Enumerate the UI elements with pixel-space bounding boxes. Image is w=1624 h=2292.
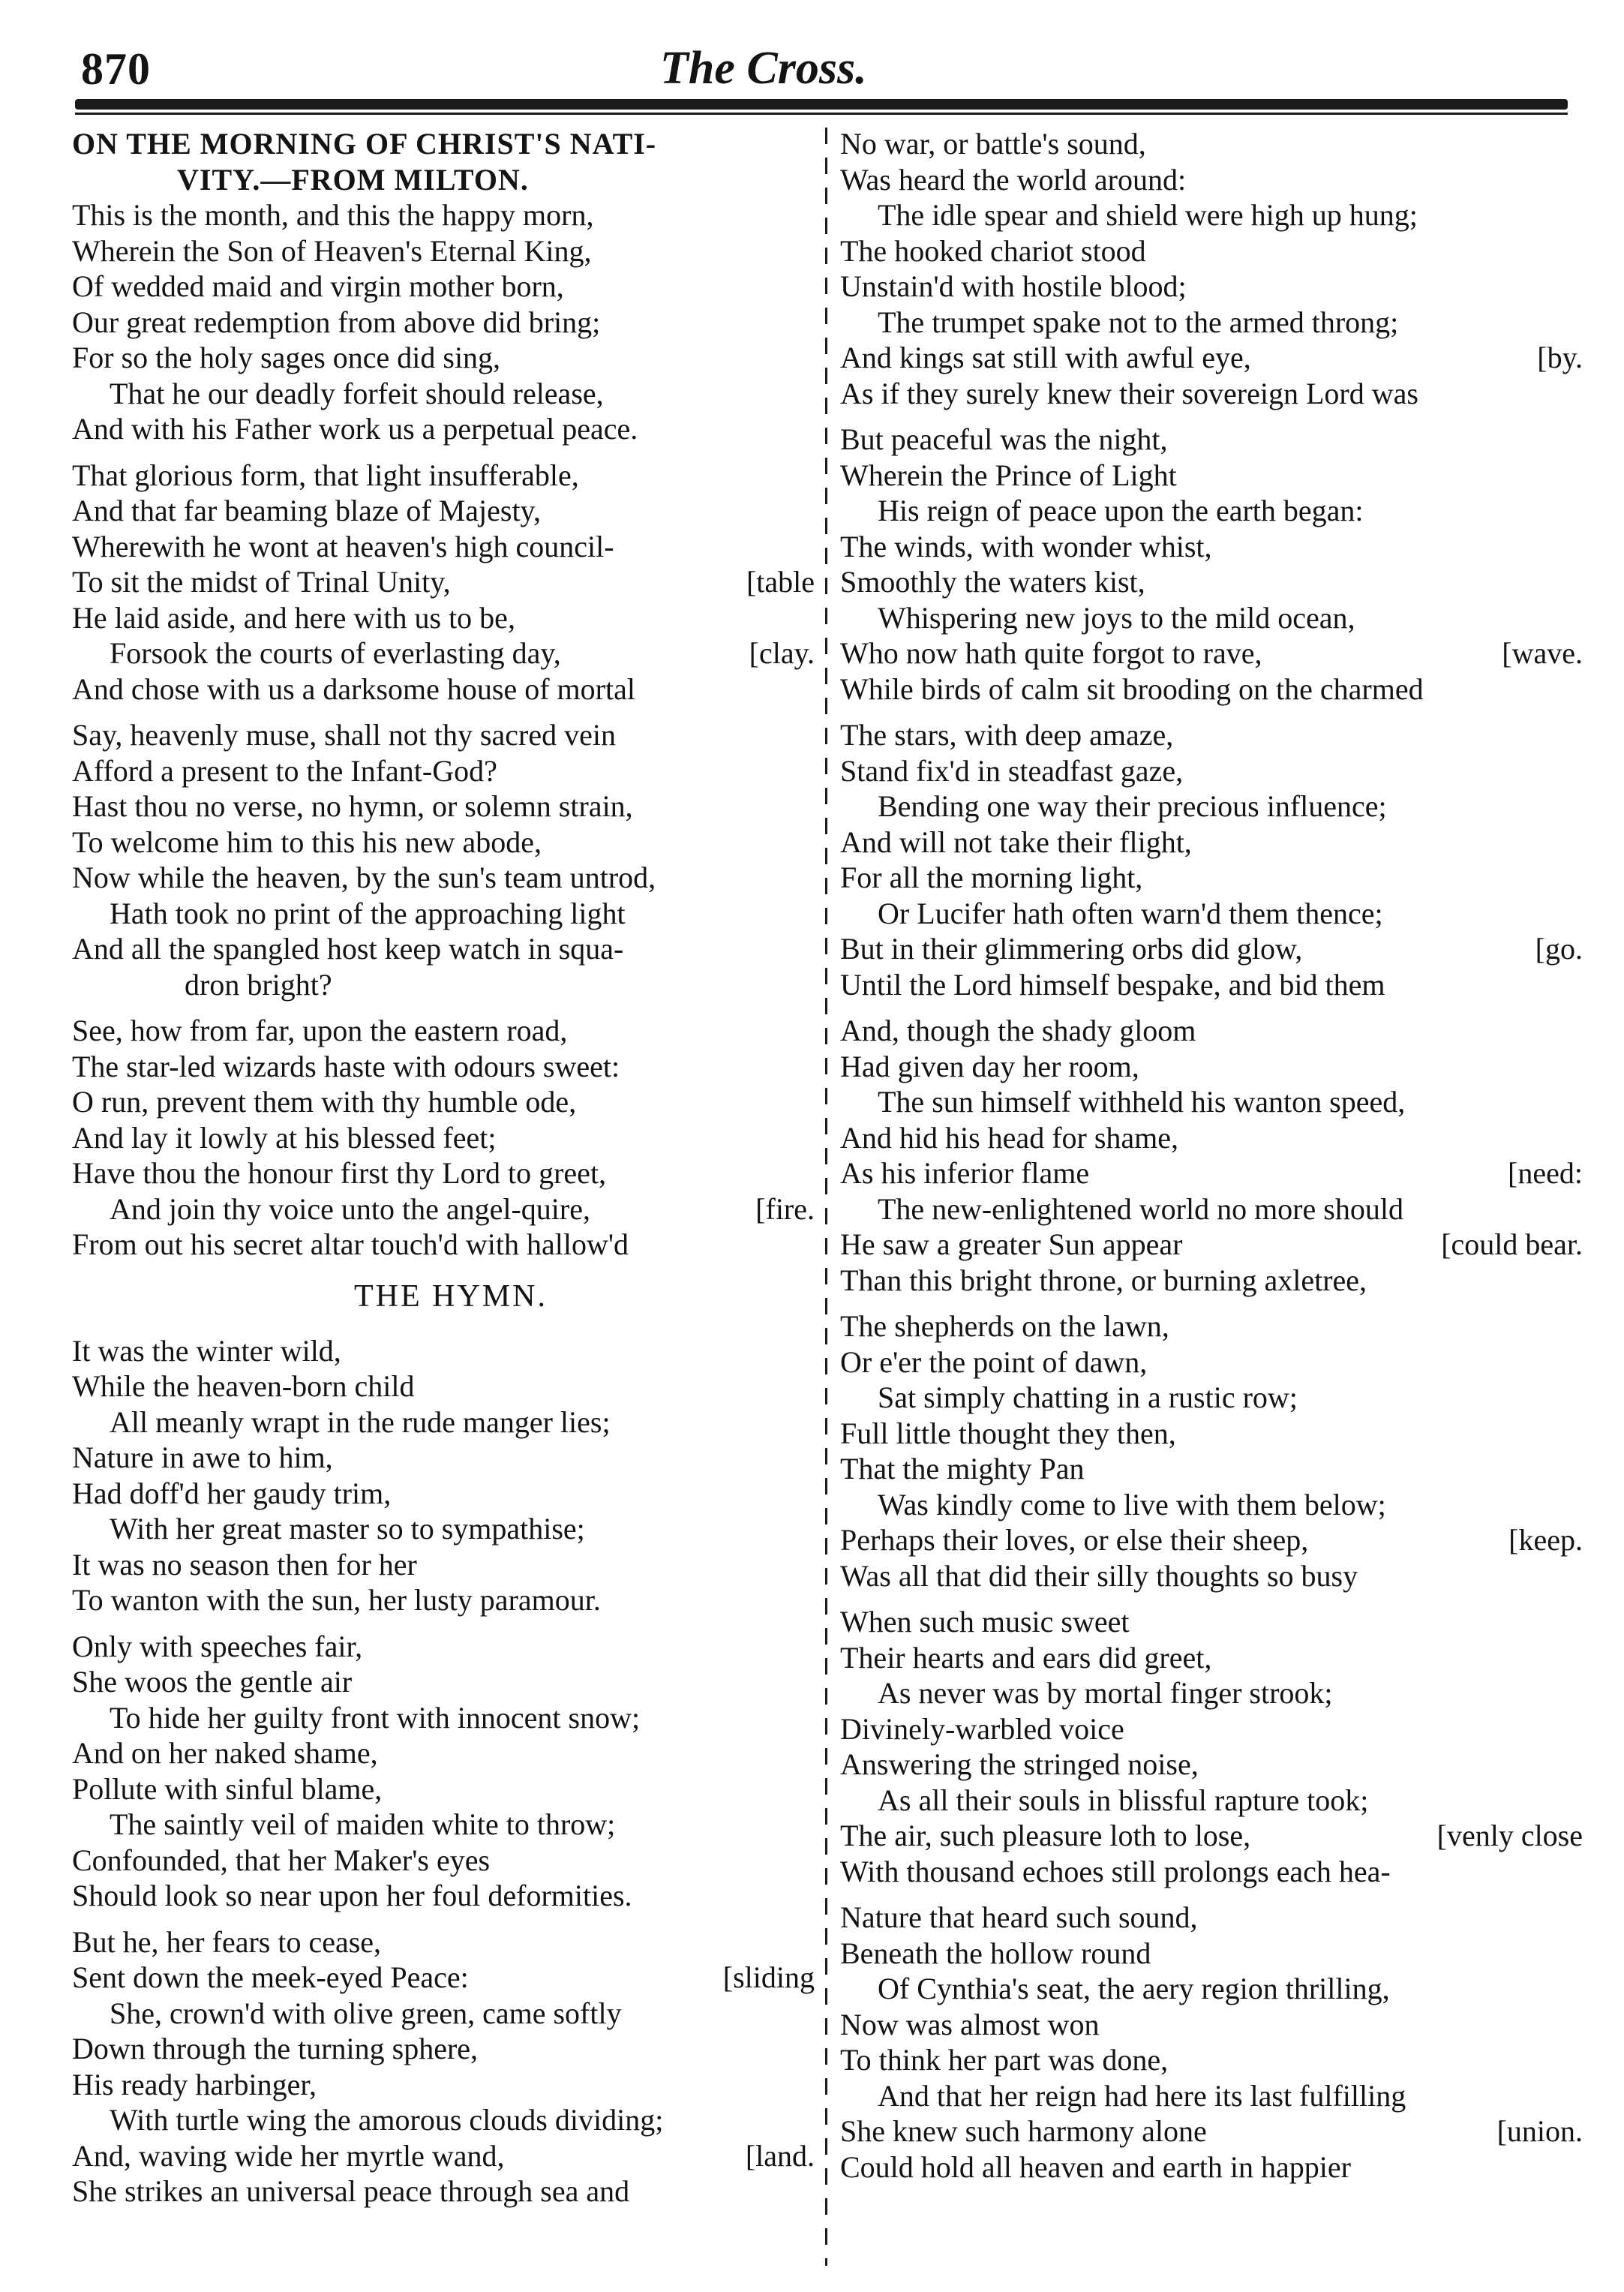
verse-line: And all the spangled host keep watch in squa-: [72, 932, 624, 966]
verse-line: The trumpet spake not to the armed throng;: [878, 305, 1399, 339]
verse-line: And that her reign had here its last fulfilling: [878, 2078, 1406, 2113]
verse-line-with-tag: [840, 931, 1583, 967]
poem-title: [72, 126, 815, 197]
verse-line: Down through the turning sphere,: [72, 2032, 479, 2065]
verse-line: And will not take their flight,: [840, 825, 1192, 859]
verse-line: With thousand echoes still prolongs each hea-: [840, 1854, 1391, 1888]
verse-line: But peaceful was the night,: [840, 422, 1168, 456]
turnover-tag: [wave.: [1502, 636, 1583, 670]
verse-line: And with his Father work us a perpetual peace.: [72, 412, 638, 446]
verse-line: Say, heavenly muse, shall not thy sacred vein: [72, 718, 616, 752]
stanza-gap: [72, 1002, 815, 1013]
verse-line: The new-enlightened world no more should: [878, 1191, 1403, 1226]
verse-line: Pollute with sinful blame,: [72, 1771, 383, 1806]
stanza-gap: [840, 1594, 1583, 1604]
verse-line: The air, such pleasure loth to lose,: [840, 1819, 1251, 1852]
verse-line: And, waving wide her myrtle wand,: [72, 2138, 505, 2173]
left-column: [72, 126, 815, 2209]
verse-line: She woos the gentle air: [72, 1665, 353, 1699]
verse-line: It was the winter wild,: [72, 1333, 341, 1368]
verse-line: Hast thou no verse, no hymn, or solemn strain,: [72, 789, 633, 823]
stanza-gap: [72, 1618, 815, 1629]
verse-line: Unstain'd with hostile blood;: [840, 269, 1187, 303]
turnover-tag: [sliding: [722, 1960, 815, 1994]
turnover-tag: [fire.: [755, 1191, 815, 1226]
turnover-tag: [union.: [1496, 2114, 1583, 2148]
verse-line: From out his secret altar touch'd with hallow'd: [72, 1227, 629, 1261]
verse-line: Of Cynthia's seat, the aery region thrilling,: [878, 1972, 1390, 2005]
verse-line: Who now hath quite forgot to rave,: [840, 636, 1262, 670]
verse-line: And on her naked shame,: [72, 1736, 378, 1770]
verse-line: His reign of peace upon the earth began:: [878, 494, 1364, 527]
verse-line: Sat simply chatting in a rustic row;: [878, 1380, 1298, 1414]
verse-line: Divinely-warbled voice: [840, 1711, 1124, 1746]
verse-line-with-tag: [72, 2138, 815, 2174]
stanza-gap: [840, 1298, 1583, 1308]
verse-line: And kings sat still with awful eye,: [840, 341, 1251, 374]
verse-line: As his inferior flame: [840, 1156, 1090, 1190]
turnover-tag: [need:: [1508, 1156, 1583, 1190]
header-rule-thin: [75, 113, 1568, 115]
verse-line: Wherewith he wont at heaven's high council-: [72, 529, 614, 563]
verse-line: The idle spear and shield were high up hung;: [878, 198, 1418, 232]
poem-title-line-1: ON THE MORNING OF CHRIST'S NATI-: [72, 127, 657, 161]
verse-line-with-tag: [72, 1960, 815, 1996]
verse-line: Bending one way their precious influence;: [878, 789, 1387, 823]
running-head: The Cross.: [660, 43, 867, 94]
verse-line-with-tag: [72, 1191, 815, 1227]
verse-line: She knew such harmony alone: [840, 2114, 1207, 2148]
verse-line: Was heard the world around:: [840, 162, 1187, 197]
verse-line-with-tag: [840, 635, 1583, 671]
right-column: [840, 126, 1583, 2185]
verse-line: Confounded, that her Maker's eyes: [72, 1843, 491, 1877]
verse-line: The sun himself withheld his wanton speed,: [878, 1085, 1406, 1119]
verse-line: Afford a present to the Infant-God?: [72, 753, 497, 788]
verse-line: Have thou the honour first thy Lord to greet,: [72, 1156, 607, 1190]
verse-line: To welcome him to this his new abode,: [72, 825, 542, 859]
verse-line: Forsook the courts of everlasting day,: [110, 636, 561, 670]
verse-line: Of wedded maid and virgin mother born,: [72, 269, 564, 303]
verse-line: She, crown'd with olive green, came softly: [110, 1996, 622, 2030]
stanza-gap: [840, 411, 1583, 422]
verse-line: All meanly wrapt in the rude manger lies;: [110, 1404, 611, 1439]
verse-line: Wherein the Son of Heaven's Eternal King,: [72, 233, 592, 268]
verse-line: And lay it lowly at his blessed feet;: [72, 1120, 497, 1155]
verse-line: Perhaps their loves, or else their sheep,: [840, 1523, 1309, 1557]
verse-line: O run, prevent them with thy humble ode,: [72, 1085, 577, 1119]
verse-line: To hide her guilty front with innocent snow;: [110, 1700, 641, 1735]
turnover-tag: [land.: [745, 2138, 815, 2173]
verse-line: When such music sweet: [840, 1605, 1130, 1639]
verse-line: Smoothly the waters kist,: [840, 565, 1145, 599]
verse-line: Nature in awe to him,: [72, 1440, 333, 1474]
verse-line: Answering the stringed noise,: [840, 1747, 1199, 1781]
verse-line: And that far beaming blaze of Majesty,: [72, 494, 541, 527]
column-divider: [825, 128, 827, 2266]
verse-line: As all their souls in blissful rapture took;: [878, 1783, 1369, 1817]
verse-line-with-tag: [840, 2113, 1583, 2149]
verse-line: That glorious form, that light insufferable,: [72, 458, 579, 492]
verse-line: That he our deadly forfeit should release,: [110, 376, 604, 410]
verse-line: Whispering new joys to the mild ocean,: [878, 600, 1355, 635]
verse-line: Had given day her room,: [840, 1049, 1139, 1083]
verse-line: And, though the shady gloom: [840, 1014, 1196, 1047]
verse-line: The shepherds on the lawn,: [840, 1309, 1169, 1343]
verse-line: But in their glimmering orbs did glow,: [840, 932, 1303, 966]
hymn-title: THE HYMN.: [354, 1278, 548, 1314]
verse-line: See, how from far, upon the eastern road,: [72, 1014, 568, 1047]
verse-line: Now while the heaven, by the sun's team untrod,: [72, 861, 656, 894]
verse-line: Their hearts and ears did greet,: [840, 1640, 1212, 1675]
header-rule: [75, 99, 1568, 110]
stanza-gap: [840, 1002, 1583, 1013]
verse-line: And chose with us a darksome house of mortal: [72, 671, 635, 706]
stanza-gap: [72, 447, 815, 458]
turnover-tag: [venly close: [1436, 1819, 1583, 1852]
verse-line: This is the month, and this the happy morn,: [72, 198, 594, 232]
verse-line: He laid aside, and here with us to be,: [72, 600, 515, 635]
verse-line: Until the Lord himself bespake, and bid them: [840, 967, 1385, 1002]
verse-line: But he, her fears to cease,: [72, 1924, 382, 1959]
verse-line: And hid his head for shame,: [840, 1120, 1179, 1155]
verse-line: Or Lucifer hath often warn'd them thence;: [878, 896, 1383, 930]
verse-line: To wanton with the sun, her lusty paramour.: [72, 1583, 601, 1617]
verse-line: That the mighty Pan: [840, 1452, 1085, 1485]
verse-line: Could hold all heaven and earth in happier: [840, 2149, 1351, 2184]
verse-line: With her great master so to sympathise;: [110, 1512, 585, 1546]
stanza-gap: [840, 1889, 1583, 1900]
verse-line: Nature that heard such sound,: [840, 1900, 1198, 1934]
verse-line-with-tag: [72, 635, 815, 671]
verse-line: Only with speeches fair,: [72, 1629, 363, 1663]
stanza-gap: [840, 707, 1583, 717]
verse-line: No war, or battle's sound,: [840, 127, 1146, 161]
verse-line: Our great redemption from above did bring;: [72, 305, 601, 339]
verse-line: The hooked chariot stood: [840, 233, 1146, 268]
verse-line-with-tag: [840, 1818, 1583, 1854]
verse-line: Than this bright throne, or burning axletree,: [840, 1263, 1367, 1297]
verse-line-with-tag: [72, 564, 815, 600]
verse-line: The winds, with wonder whist,: [840, 529, 1212, 563]
verse-line: It was no season then for her: [72, 1547, 417, 1582]
verse-line: As if they surely knew their sovereign Lord was: [840, 376, 1418, 410]
verse-line-with-tag: [840, 340, 1583, 376]
verse-line: Or e'er the point of dawn,: [840, 1344, 1148, 1379]
verse-line-with-tag: [840, 1227, 1583, 1263]
turnover-tag: [clay.: [749, 636, 815, 670]
verse-line: For so the holy sages once did sing,: [72, 341, 501, 374]
verse-line: While birds of calm sit brooding on the charmed: [840, 671, 1424, 706]
turnover-tag: [could bear.: [1441, 1227, 1583, 1261]
verse-line: The star-led wizards haste with odours sweet:: [72, 1049, 620, 1083]
stanza-gap: [72, 1914, 815, 1924]
verse-line: Sent down the meek-eyed Peace:: [72, 1960, 469, 1994]
verse-line: For all the morning light,: [840, 861, 1143, 894]
verse-line: While the heaven-born child: [72, 1369, 415, 1403]
verse-line: Was kindly come to live with them below;: [878, 1487, 1386, 1521]
verse-line: As never was by mortal finger strook;: [878, 1676, 1333, 1710]
verse-line: And join thy voice unto the angel-quire,: [110, 1191, 590, 1226]
turnover-tag: [table: [746, 565, 815, 599]
poem-title-line-2: VITY.—FROM MILTON.: [177, 162, 529, 197]
verse-line: Beneath the hollow round: [840, 1936, 1151, 1970]
verse-line: Now was almost won: [840, 2007, 1100, 2041]
verse-line: Wherein the Prince of Light: [840, 458, 1177, 492]
verse-line: Stand fix'd in steadfast gaze,: [840, 753, 1184, 788]
verse-line-with-tag: [840, 1522, 1583, 1558]
stanza-gap: [72, 707, 815, 717]
turnover-tag: [keep.: [1508, 1523, 1583, 1557]
verse-line: The saintly veil of maiden white to throw;: [110, 1807, 616, 1841]
verse-line: Had doff'd her gaudy trim,: [72, 1476, 392, 1510]
turnover-tag: [by.: [1537, 341, 1583, 374]
page-number: 870: [81, 44, 151, 94]
verse-line: He saw a greater Sun appear: [840, 1227, 1183, 1261]
verse-line: His ready harbinger,: [72, 2067, 317, 2101]
verse-line: To sit the midst of Trinal Unity,: [72, 565, 451, 599]
verse-line-with-tag: [840, 1155, 1583, 1191]
verse-line: The stars, with deep amaze,: [840, 718, 1174, 752]
verse-line: To think her part was done,: [840, 2043, 1169, 2077]
verse-line: Was all that did their silly thoughts so busy: [840, 1558, 1358, 1593]
verse-line: Should look so near upon her foul deformities.: [72, 1879, 632, 1912]
turnover-tag: [go.: [1535, 932, 1583, 966]
verse-line: Full little thought they then,: [840, 1416, 1176, 1450]
verse-line: She strikes an universal peace through sea and: [72, 2174, 630, 2208]
verse-line: dron bright?: [185, 967, 332, 1002]
verse-line: Hath took no print of the approaching light: [110, 896, 626, 930]
verse-line: With turtle wing the amorous clouds dividing;: [110, 2103, 664, 2137]
